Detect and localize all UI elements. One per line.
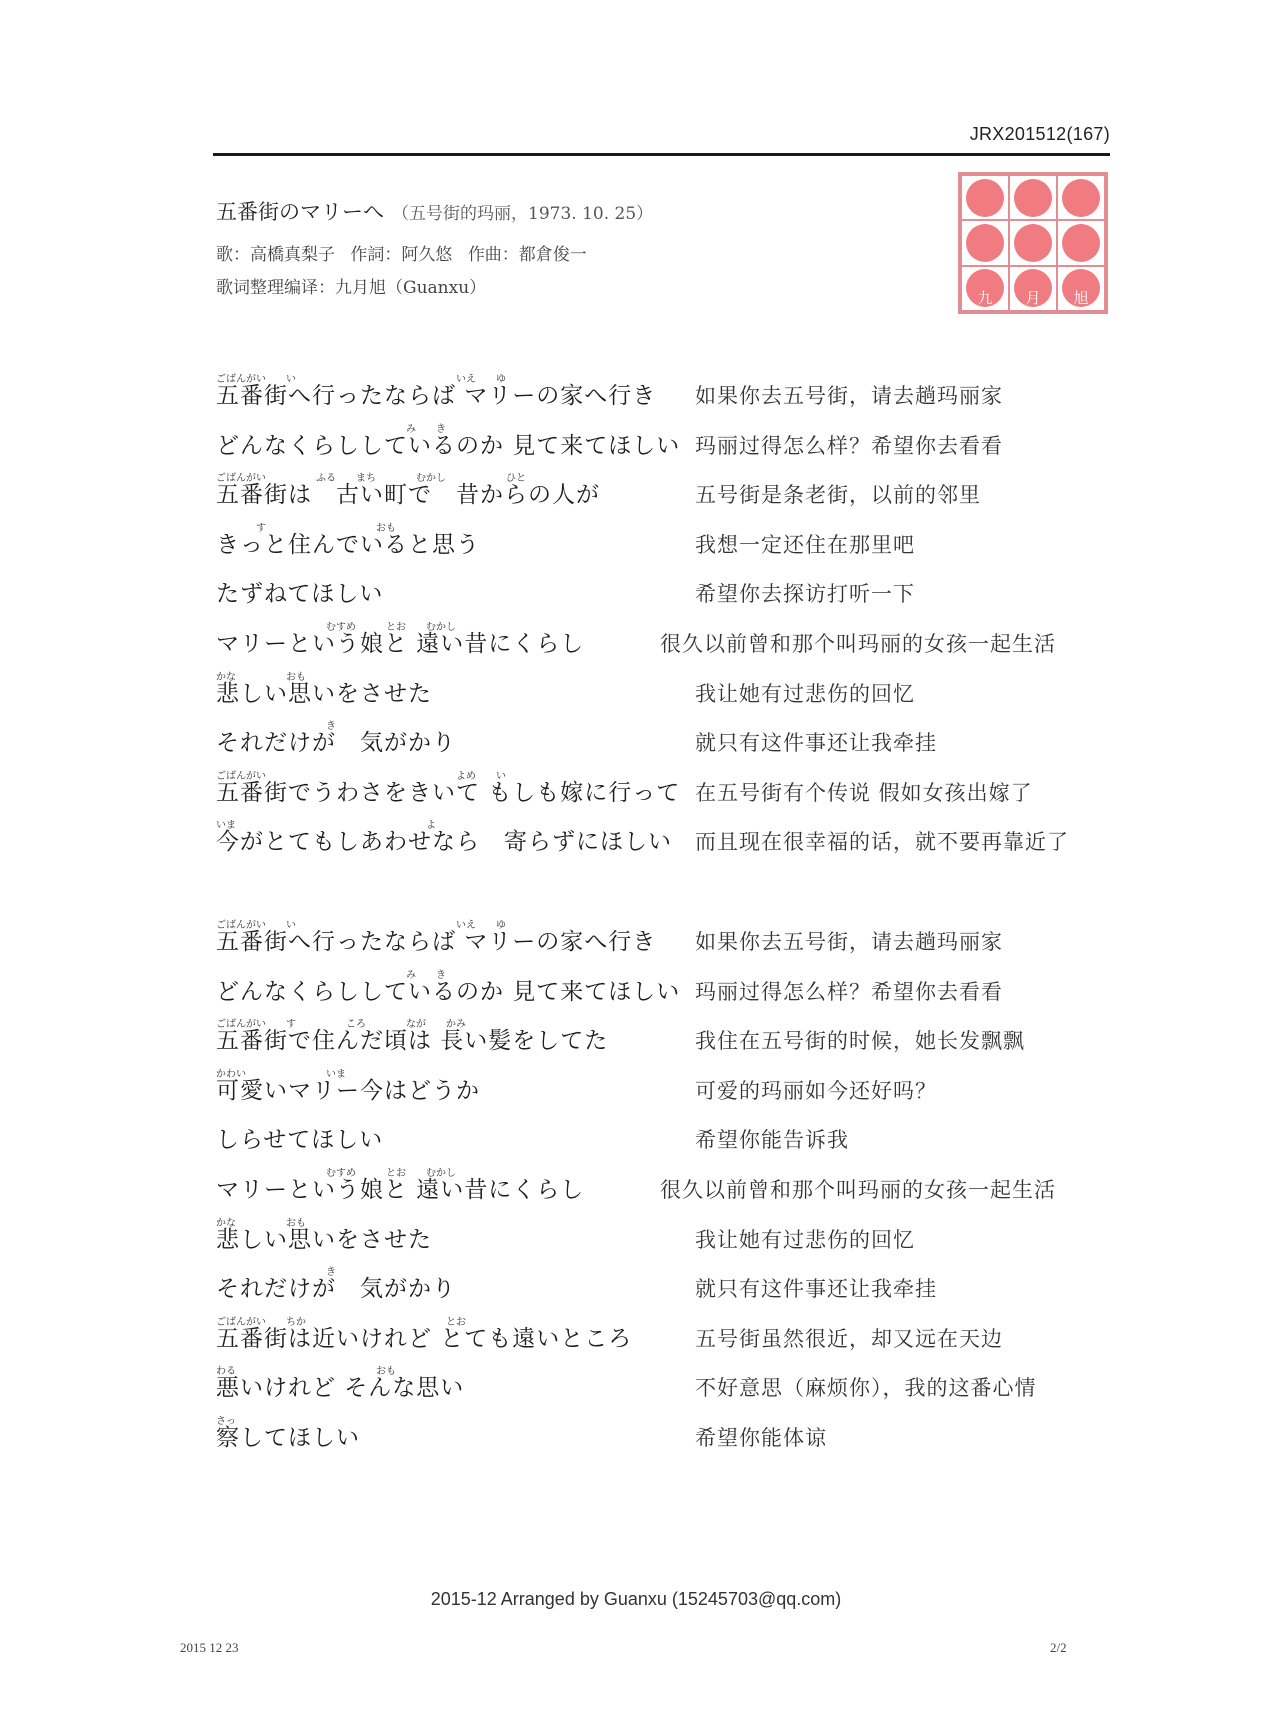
- lyric-row: [0, 1166, 1272, 1216]
- japanese-lyric: それだけが 気がかり: [216, 1276, 456, 1302]
- lyric-row: [0, 1017, 1272, 1067]
- japanese-lyric: それだけが 気がかり: [216, 730, 456, 756]
- chinese-translation: 希望你能体谅: [695, 1426, 827, 1450]
- japanese-lyric: 五番街は 古い町で 昔からの人が: [216, 482, 600, 508]
- chinese-translation: 玛丽过得怎么样？希望你去看看: [695, 980, 1003, 1004]
- seal-dot-icon: [1062, 269, 1100, 307]
- furigana: す おも: [216, 523, 396, 534]
- japanese-lyric: どんなくらししているのか 見て来てほしい: [216, 979, 681, 1005]
- seal-char: 旭: [1073, 289, 1089, 308]
- seal-cell: [961, 266, 1009, 311]
- chinese-translation: 五号街是条老街，以前的邻里: [695, 483, 981, 507]
- japanese-lyric: きっと住んでいると思う: [216, 532, 480, 558]
- lyric-row: [0, 620, 1272, 670]
- singer-credit: 歌：高橋真梨子: [216, 245, 335, 265]
- japanese-lyric: 五番街で住んだ頃は 長い髪をしてた: [216, 1028, 609, 1054]
- japanese-lyric: たずねてほしい: [216, 581, 384, 607]
- title-line: [216, 196, 653, 226]
- japanese-lyric: 悪いけれど そんな思い: [216, 1375, 465, 1401]
- seal-cell: [1009, 266, 1057, 311]
- japanese-lyric: しらせてほしい: [216, 1127, 384, 1153]
- lyric-row: [0, 968, 1272, 1018]
- chinese-translation: 可爱的玛丽如今还好吗？: [695, 1079, 937, 1103]
- lyric-row: [0, 1067, 1272, 1117]
- seal-dot-icon: [1014, 179, 1052, 217]
- seal-cell: [1009, 220, 1057, 265]
- furigana: き: [216, 721, 336, 732]
- lyric-row: [0, 372, 1272, 422]
- japanese-lyric: マリーという娘と 遠い昔にくらし: [216, 631, 585, 657]
- lyric-row: [0, 1364, 1272, 1414]
- chinese-translation: 不好意思（麻烦你），我的这番心情: [695, 1376, 1037, 1400]
- furigana: ごばんがい い いえ ゆ: [216, 374, 506, 385]
- chinese-translation: 就只有这件事还让我牵挂: [695, 731, 937, 755]
- song-title-japanese: 五番街のマリーへ: [216, 200, 384, 224]
- furigana: ごばんがい ちか とお: [216, 1317, 466, 1328]
- chinese-translation: 我让她有过悲伤的回忆: [695, 1228, 915, 1252]
- seal-dot-icon: [1014, 269, 1052, 307]
- furigana: み き: [216, 970, 446, 981]
- seal-cell: [1057, 175, 1105, 220]
- seal-dot-icon: [1014, 224, 1052, 262]
- furigana: ごばんがい す ころ なが かみ: [216, 1019, 466, 1030]
- seal-char: 九: [977, 289, 993, 308]
- arranger-credit: 歌词整理编译：九月旭（Guanxu）: [216, 278, 487, 298]
- seal-cell: [1057, 220, 1105, 265]
- seal-char: 月: [1025, 289, 1041, 308]
- furigana: かな おも: [216, 672, 306, 683]
- japanese-lyric: 悲しい思いをさせた: [216, 681, 432, 707]
- lyric-row: [0, 1265, 1272, 1315]
- furigana: ごばんがい ふる まち むかし ひと: [216, 473, 526, 484]
- lyric-row: [0, 818, 1272, 868]
- furigana: き: [216, 1267, 336, 1278]
- lyric-row: [0, 719, 1272, 769]
- lyric-row: [0, 769, 1272, 819]
- lyric-row: [0, 521, 1272, 571]
- page-number: 2/2: [1050, 1640, 1067, 1655]
- lyricist-credit: 作詞：阿久悠: [350, 245, 453, 265]
- furigana: さっ: [216, 1416, 236, 1427]
- chinese-translation: 我让她有过悲伤的回忆: [695, 682, 915, 706]
- song-title-chinese: （五号街的玛丽，1973. 10. 25）: [392, 204, 654, 224]
- furigana: むすめ とお むかし: [216, 1168, 456, 1179]
- lyric-row: [0, 422, 1272, 472]
- furigana: むすめ とお むかし: [216, 622, 456, 633]
- seal-dot-icon: [1062, 179, 1100, 217]
- furigana: かな おも: [216, 1218, 306, 1229]
- furigana: わる おも: [216, 1366, 396, 1377]
- chinese-translation: 很久以前曾和那个叫玛丽的女孩一起生活: [660, 632, 1056, 656]
- chinese-translation: 我住在五号街的时候，她长发飘飘: [695, 1029, 1025, 1053]
- japanese-lyric: 今がとてもしあわせなら 寄らずにほしい: [216, 829, 672, 855]
- arranger-footer: 2015-12 Arranged by Guanxu (15245703@qq.com): [430, 1589, 842, 1609]
- lyric-row: [0, 1315, 1272, 1365]
- lyric-row: [0, 471, 1272, 521]
- seal-cell: [961, 220, 1009, 265]
- japanese-lyric: 可愛いマリー今はどうか: [216, 1078, 480, 1104]
- lyric-row: [0, 670, 1272, 720]
- lyric-row: [0, 1216, 1272, 1266]
- chinese-translation: 如果你去五号街，请去趟玛丽家: [695, 930, 1003, 954]
- furigana: ごばんがい い いえ ゆ: [216, 920, 506, 931]
- chinese-translation: 就只有这件事还让我牵挂: [695, 1277, 937, 1301]
- chinese-translation: 在五号街有个传说 假如女孩出嫁了: [695, 781, 1033, 805]
- japanese-lyric: 五番街へ行ったならば マリーの家へ行き: [216, 929, 657, 955]
- lyric-row: [0, 1414, 1272, 1464]
- chinese-translation: 而且现在很幸福的话，就不要再靠近了: [695, 830, 1069, 854]
- lyric-row: [0, 918, 1272, 968]
- seal-dot-icon: [966, 224, 1004, 262]
- chinese-translation: 希望你能告诉我: [695, 1128, 849, 1152]
- seal-dot-icon: [966, 269, 1004, 307]
- lyric-row: [0, 1116, 1272, 1166]
- document-id: JRX201512(167): [969, 124, 1110, 144]
- japanese-lyric: 悲しい思いをさせた: [216, 1227, 432, 1253]
- seal-cell: [1009, 175, 1057, 220]
- chinese-translation: 如果你去五号街，请去趟玛丽家: [695, 384, 1003, 408]
- header-divider: [213, 153, 1110, 156]
- chinese-translation: 我想一定还住在那里吧: [695, 533, 915, 557]
- chinese-translation: 五号街虽然很近，却又远在天边: [695, 1327, 1003, 1351]
- japanese-lyric: 五番街でうわさをきいて もしも嫁に行って: [216, 780, 681, 806]
- chinese-translation: 希望你去探访打听一下: [695, 582, 915, 606]
- furigana: いま よ: [216, 820, 436, 831]
- japanese-lyric: 五番街は近いけれど とても遠いところ: [216, 1326, 633, 1352]
- composer-credit: 作曲：都倉俊一: [467, 245, 587, 265]
- chinese-translation: 玛丽过得怎么样？希望你去看看: [695, 434, 1003, 458]
- furigana: み き: [216, 424, 446, 435]
- furigana: かわい いま: [216, 1069, 346, 1080]
- credits-line: [216, 240, 653, 265]
- japanese-lyric: マリーという娘と 遠い昔にくらし: [216, 1177, 585, 1203]
- japanese-lyric: 察してほしい: [216, 1425, 360, 1451]
- print-date: 2015 12 23: [180, 1640, 239, 1655]
- seal-dot-icon: [1062, 224, 1100, 262]
- seal-cell: [961, 175, 1009, 220]
- japanese-lyric: どんなくらししているのか 見て来てほしい: [216, 433, 681, 459]
- seal-cell: [1057, 266, 1105, 311]
- chinese-translation: 很久以前曾和那个叫玛丽的女孩一起生活: [660, 1178, 1056, 1202]
- seal-dot-icon: [966, 179, 1004, 217]
- author-seal-logo: [958, 172, 1108, 314]
- japanese-lyric: 五番街へ行ったならば マリーの家へ行き: [216, 383, 657, 409]
- lyric-row: [0, 570, 1272, 620]
- furigana: ごばんがい よめ い: [216, 771, 506, 782]
- song-header: [216, 196, 653, 298]
